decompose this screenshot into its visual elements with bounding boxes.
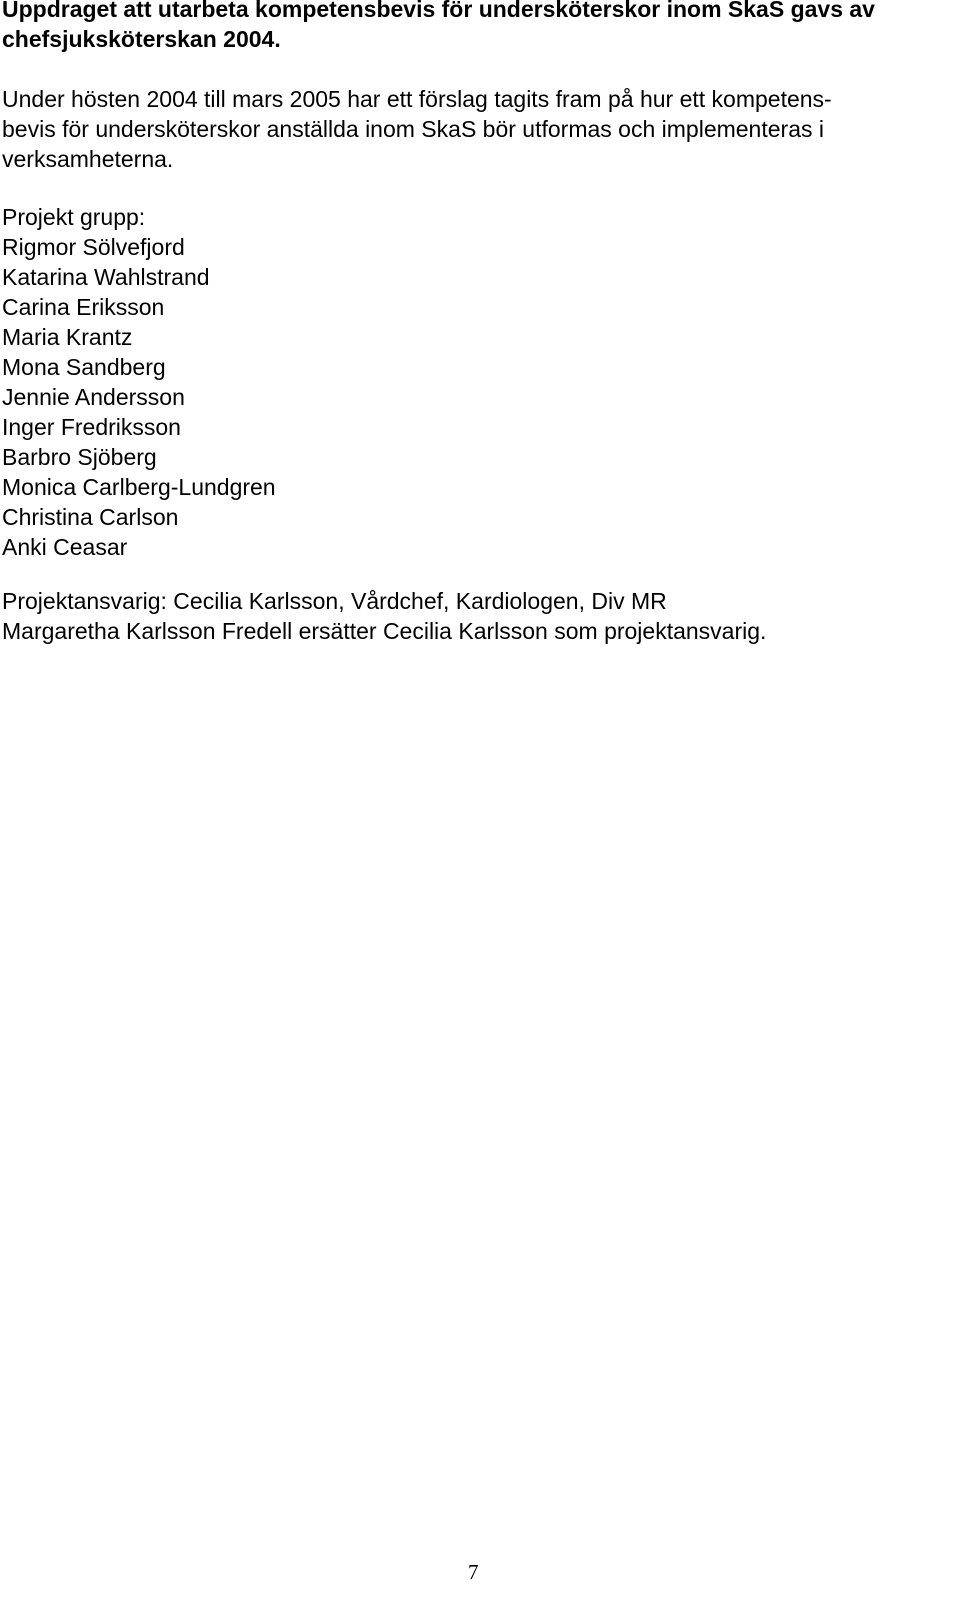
list-item: Christina Carlson <box>2 504 179 530</box>
page-number: 7 <box>468 1560 479 1584</box>
intro-line-2: bevis för undersköterskor anställda inom SkaS bör utformas och implementeras i <box>2 116 824 142</box>
project-responsible-line: Projektansvarig: Cecilia Karlsson, Vårdchef, Kardiologen, Div MR <box>2 588 667 614</box>
list-item: Anki Ceasar <box>2 534 128 560</box>
project-group-label: Projekt grupp: <box>2 204 146 230</box>
intro-line-3: verksamheterna. <box>2 146 174 172</box>
project-responsible-section <box>2 586 952 646</box>
intro-line-1: Under hösten 2004 till mars 2005 har ett förslag tagits fram på hur ett kompetens- <box>2 86 832 112</box>
document-heading: Uppdraget att utarbeta kompetensbevis för undersköterskor inom SkaS gavs av chefsjuksköterskan 2004. <box>2 0 875 52</box>
list-item: Katarina Wahlstrand <box>2 264 210 290</box>
project-group-member-list <box>2 232 952 562</box>
list-item: Jennie Andersson <box>2 384 185 410</box>
list-item: Carina Eriksson <box>2 294 165 320</box>
intro-paragraph <box>2 84 952 174</box>
project-group-section <box>2 202 952 562</box>
list-item: Mona Sandberg <box>2 354 166 380</box>
list-item: Inger Fredriksson <box>2 414 181 440</box>
list-item: Maria Krantz <box>2 324 133 350</box>
list-item: Barbro Sjöberg <box>2 444 157 470</box>
list-item: Rigmor Sölvefjord <box>2 234 185 260</box>
project-responsible-replacement-line: Margaretha Karlsson Fredell ersätter Cecilia Karlsson som projektansvarig. <box>2 618 767 644</box>
list-item: Monica Carlberg-Lundgren <box>2 474 276 500</box>
